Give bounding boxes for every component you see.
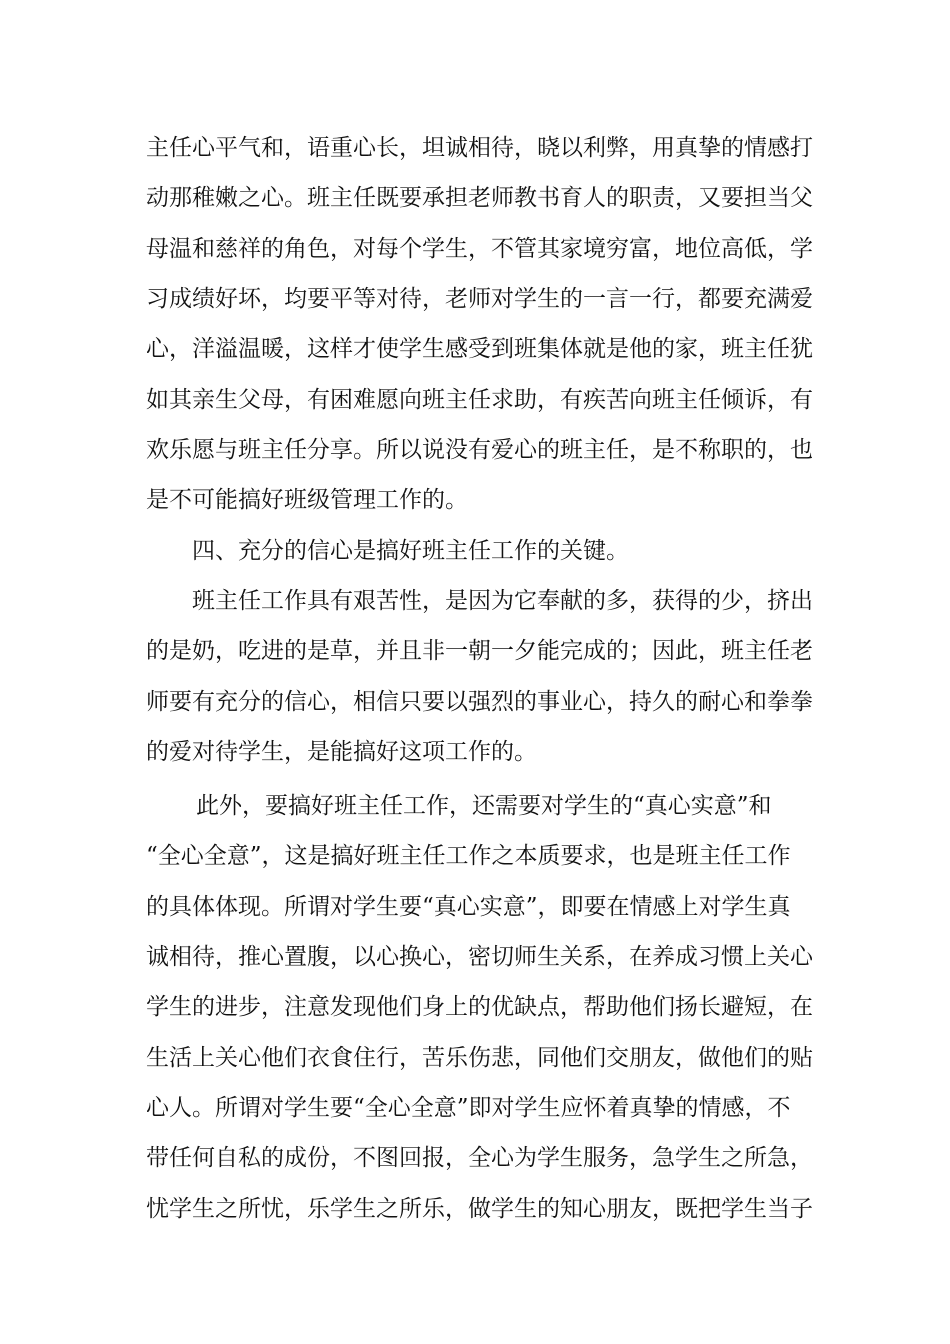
text-line: 主任心平气和，语重心长，坦诚相待，晓以利弊，用真挚的情感打 [146,135,813,161]
section-heading: 四、充分的信心是搞好班主任工作的关键。 [192,538,629,564]
text-line: 如其亲生父母，有困难愿向班主任求助，有疾苦向班主任倾诉，有 [146,387,813,413]
text-line: “全心全意”，这是搞好班主任工作之本质要求，也是班主任工作 [146,843,791,869]
text-line: 带任何自私的成份，不图回报，全心为学生服务，急学生之所急， [146,1145,813,1171]
text-line: 诚相待，推心置腹，以心换心，密切师生关系，在养成习惯上关心 [146,944,813,970]
text-line: 动那稚嫩之心。班主任既要承担老师教书育人的职责，又要担当父 [146,185,813,211]
text-line: 心，洋溢温暖，这样才使学生感受到班集体就是他的家，班主任犹 [146,336,813,362]
text-line: 的具体体现。所谓对学生要“真心实意”，即要在情感上对学生真 [146,894,791,920]
text-line: 班主任工作具有艰苦性，是因为它奉献的多，获得的少，挤出 [192,588,813,614]
text-line: 的是奶，吃进的是草，并且非一朝一夕能完成的；因此，班主任老 [146,638,813,664]
text-line: 的爱对待学生，是能搞好这项工作的。 [146,739,537,765]
text-line: 欢乐愿与班主任分享。所以说没有爱心的班主任，是不称职的，也 [146,437,813,463]
text-line: 习成绩好坏，均要平等对待，老师对学生的一言一行，都要充满爱 [146,286,813,312]
text-line: 忧学生之所忧，乐学生之所乐，做学生的知心朋友，既把学生当子 [146,1196,813,1222]
text-line: 学生的进步，注意发现他们身上的优缺点，帮助他们扬长避短，在 [146,994,813,1020]
text-line: 心人。所谓对学生要“全心全意”即对学生应怀着真挚的情感，不 [146,1095,791,1121]
text-line: 生活上关心他们衣食住行，苦乐伤悲，同他们交朋友，做他们的贴 [146,1045,813,1071]
text-line: 母温和慈祥的角色，对每个学生，不管其家境穷富，地位高低，学 [146,236,813,262]
text-line: 师要有充分的信心，相信只要以强烈的事业心，持久的耐心和拳拳 [146,689,813,715]
text-line: 此外，要搞好班主任工作，还需要对学生的“真心实意”和 [196,793,772,819]
text-line: 是不可能搞好班级管理工作的。 [146,487,468,513]
